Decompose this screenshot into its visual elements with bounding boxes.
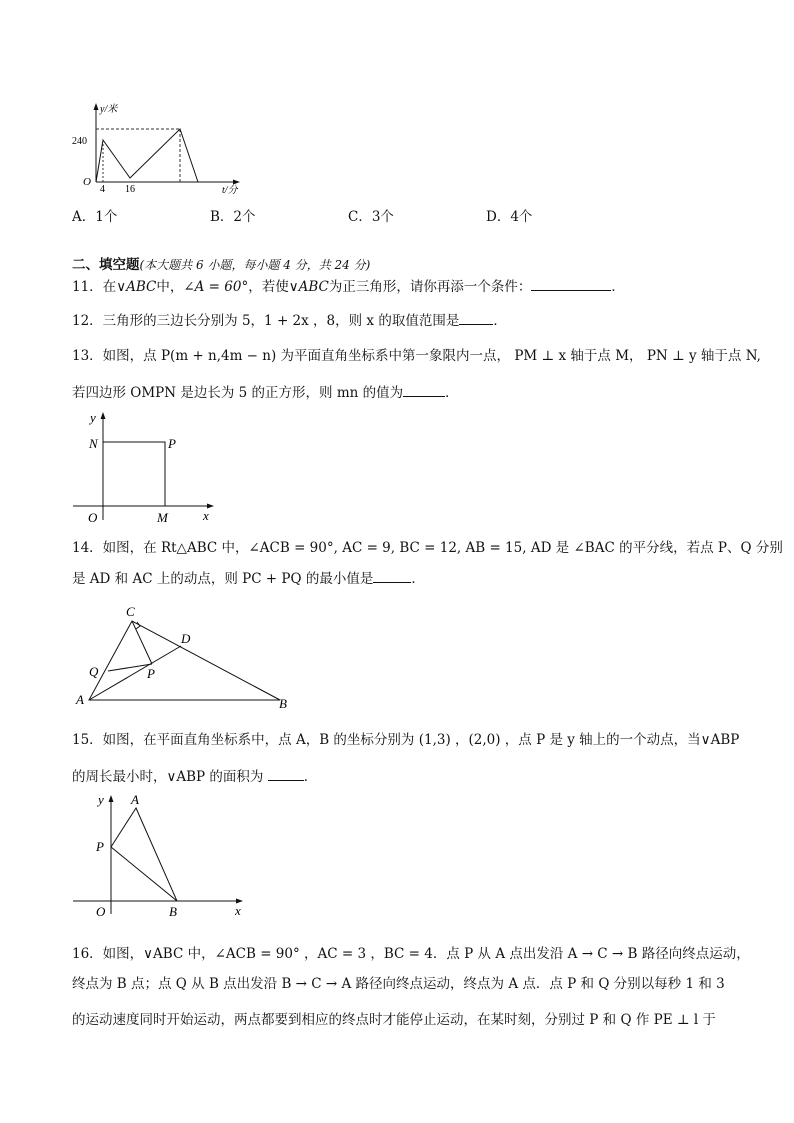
- q15-triangle-ABP: [111, 808, 177, 901]
- q15-answer-blank[interactable]: [268, 766, 304, 781]
- q12-answer-blank[interactable]: [459, 310, 493, 325]
- question-13-line-2: [72, 382, 459, 403]
- option-a: A．1个: [72, 209, 118, 225]
- question-14-line-2: [72, 568, 425, 589]
- q14-label-C: C: [126, 604, 135, 619]
- option-b: B．2个: [210, 209, 256, 225]
- question-13-line-1: 13．如图，点 P(m + n,4m − n) 为平面直角坐标系中第一象限内一点， PM ⊥ x 轴于点 M， PN ⊥ y 轴于点 N,: [72, 348, 761, 364]
- q14-figure: [70, 600, 300, 712]
- q11-t2: ，若使: [248, 279, 289, 295]
- q15-label-y: y: [98, 792, 104, 807]
- question-15-line-2: [72, 766, 317, 787]
- q14-answer-blank[interactable]: [373, 568, 411, 583]
- q12-end: ．: [493, 313, 507, 329]
- q11-num: 11．在: [72, 279, 117, 295]
- graph1-x-tick-a: 4: [100, 184, 105, 195]
- q15-label-O: O: [96, 904, 106, 919]
- q14-label-Q: Q: [89, 664, 99, 679]
- q14-end: ．: [411, 571, 425, 587]
- q13-label-x: x: [203, 508, 209, 523]
- q14-label-D: D: [181, 631, 191, 646]
- question-14-line-1: 14．如图，在 Rt△ABC 中，∠ACB = 90°, AC = 9, BC = 12, AB = 15, AD 是 ∠BAC 的平分线，若点 P、Q 分别: [72, 540, 783, 556]
- q15-label-B: B: [169, 904, 177, 919]
- option-c: C．3个: [348, 209, 394, 225]
- q15-label-x: x: [235, 903, 241, 918]
- graph1-y-arrow: [94, 103, 99, 110]
- graph1-path: [96, 129, 198, 182]
- question-12: [72, 310, 507, 331]
- q11-answer-blank[interactable]: [531, 276, 611, 291]
- q14-segment-QP: [108, 664, 152, 671]
- q14-label-P: P: [147, 666, 155, 681]
- question-15-line-1: 15．如图，在平面直角坐标系中，点 A，B 的坐标分别为 (1,3) ，(2,0) ，点 P 是 y 轴上的一个动点，当∨ABP: [72, 732, 740, 748]
- q13-label-M: M: [157, 510, 168, 525]
- q15-figure: [70, 788, 260, 920]
- q14-line2-text: 是 AD 和 AC 上的动点，则 PC + PQ 的最小值是: [72, 571, 374, 587]
- graph1-x-tick-b: 16: [125, 184, 135, 195]
- q13-label-N: N: [89, 436, 98, 451]
- q11-angle: ∠A = 60°: [183, 279, 249, 295]
- graph1-y-label: y/米: [100, 104, 118, 115]
- q11-t1: 中，: [156, 279, 184, 295]
- q11-end: ．: [611, 279, 625, 295]
- q14-segment-CP: [132, 621, 152, 664]
- section-note: (本大题共 6 小题，每小题 4 分，共 24 分): [139, 258, 371, 272]
- graph1-x-arrow: [233, 180, 240, 185]
- q13-answer-blank[interactable]: [403, 382, 445, 397]
- q11-triangle-2: ∨ABC: [288, 279, 329, 295]
- q15-y-arrow: [109, 795, 114, 802]
- q14-label-A: A: [76, 692, 84, 707]
- question-16-line-1: 16．如图，∨ABC 中，∠ACB = 90° ，AC = 3 ，BC = 4．点 P 从 A 点出发沿 A → C → B 路径向终点运动，: [72, 946, 750, 962]
- question-16-line-3: 的运动速度同时开始运动，两点都要到相应的终点时才能停止运动，在某时刻，分别过 P 和 Q 作 PE ⊥ l 于: [72, 1012, 716, 1028]
- q15-label-A: A: [131, 792, 139, 807]
- question-16-line-2: 终点为 B 点；点 Q 从 B 点出发沿 B → C → A 路径向终点运动，终点为 A 点．点 P 和 Q 分别以每秒 1 和 3: [72, 976, 725, 992]
- q12-text: 12．三角形的三边长分别为 5，1 + 2x ，8，则 x 的取值范围是: [72, 313, 460, 329]
- q13-label-y: y: [90, 410, 96, 425]
- q15-label-P: P: [96, 839, 104, 854]
- q14-segment-AD: [89, 646, 181, 700]
- q13-y-arrow: [101, 412, 106, 419]
- q13-line2-text: 若四边形 OMPN 是边长为 5 的正方形，则 mn 的值为: [72, 385, 404, 401]
- graph1-y-tick: 240: [72, 136, 87, 147]
- q13-figure: [70, 408, 230, 528]
- q15-end: ．: [303, 769, 318, 785]
- section-heading: [72, 253, 370, 273]
- section-title: 二、填空题: [72, 257, 140, 273]
- graph1-x-label: t/分: [222, 185, 238, 195]
- q13-square: [103, 442, 165, 506]
- q11-t3: 为正三角形，请你再添一个条件：: [328, 279, 532, 295]
- q13-label-P: P: [168, 436, 176, 451]
- option-d: D．4个: [486, 209, 533, 225]
- graph1-origin: O: [83, 176, 91, 188]
- q13-label-O: O: [88, 510, 98, 525]
- q15-line2-text: 的周长最小时，∨ABP 的面积为: [72, 769, 264, 785]
- distance-time-graph: [70, 100, 250, 195]
- q14-label-B: B: [279, 696, 287, 711]
- q11-triangle: ∨ABC: [116, 279, 157, 295]
- q13-end: ．: [445, 385, 459, 401]
- question-11: [72, 276, 625, 297]
